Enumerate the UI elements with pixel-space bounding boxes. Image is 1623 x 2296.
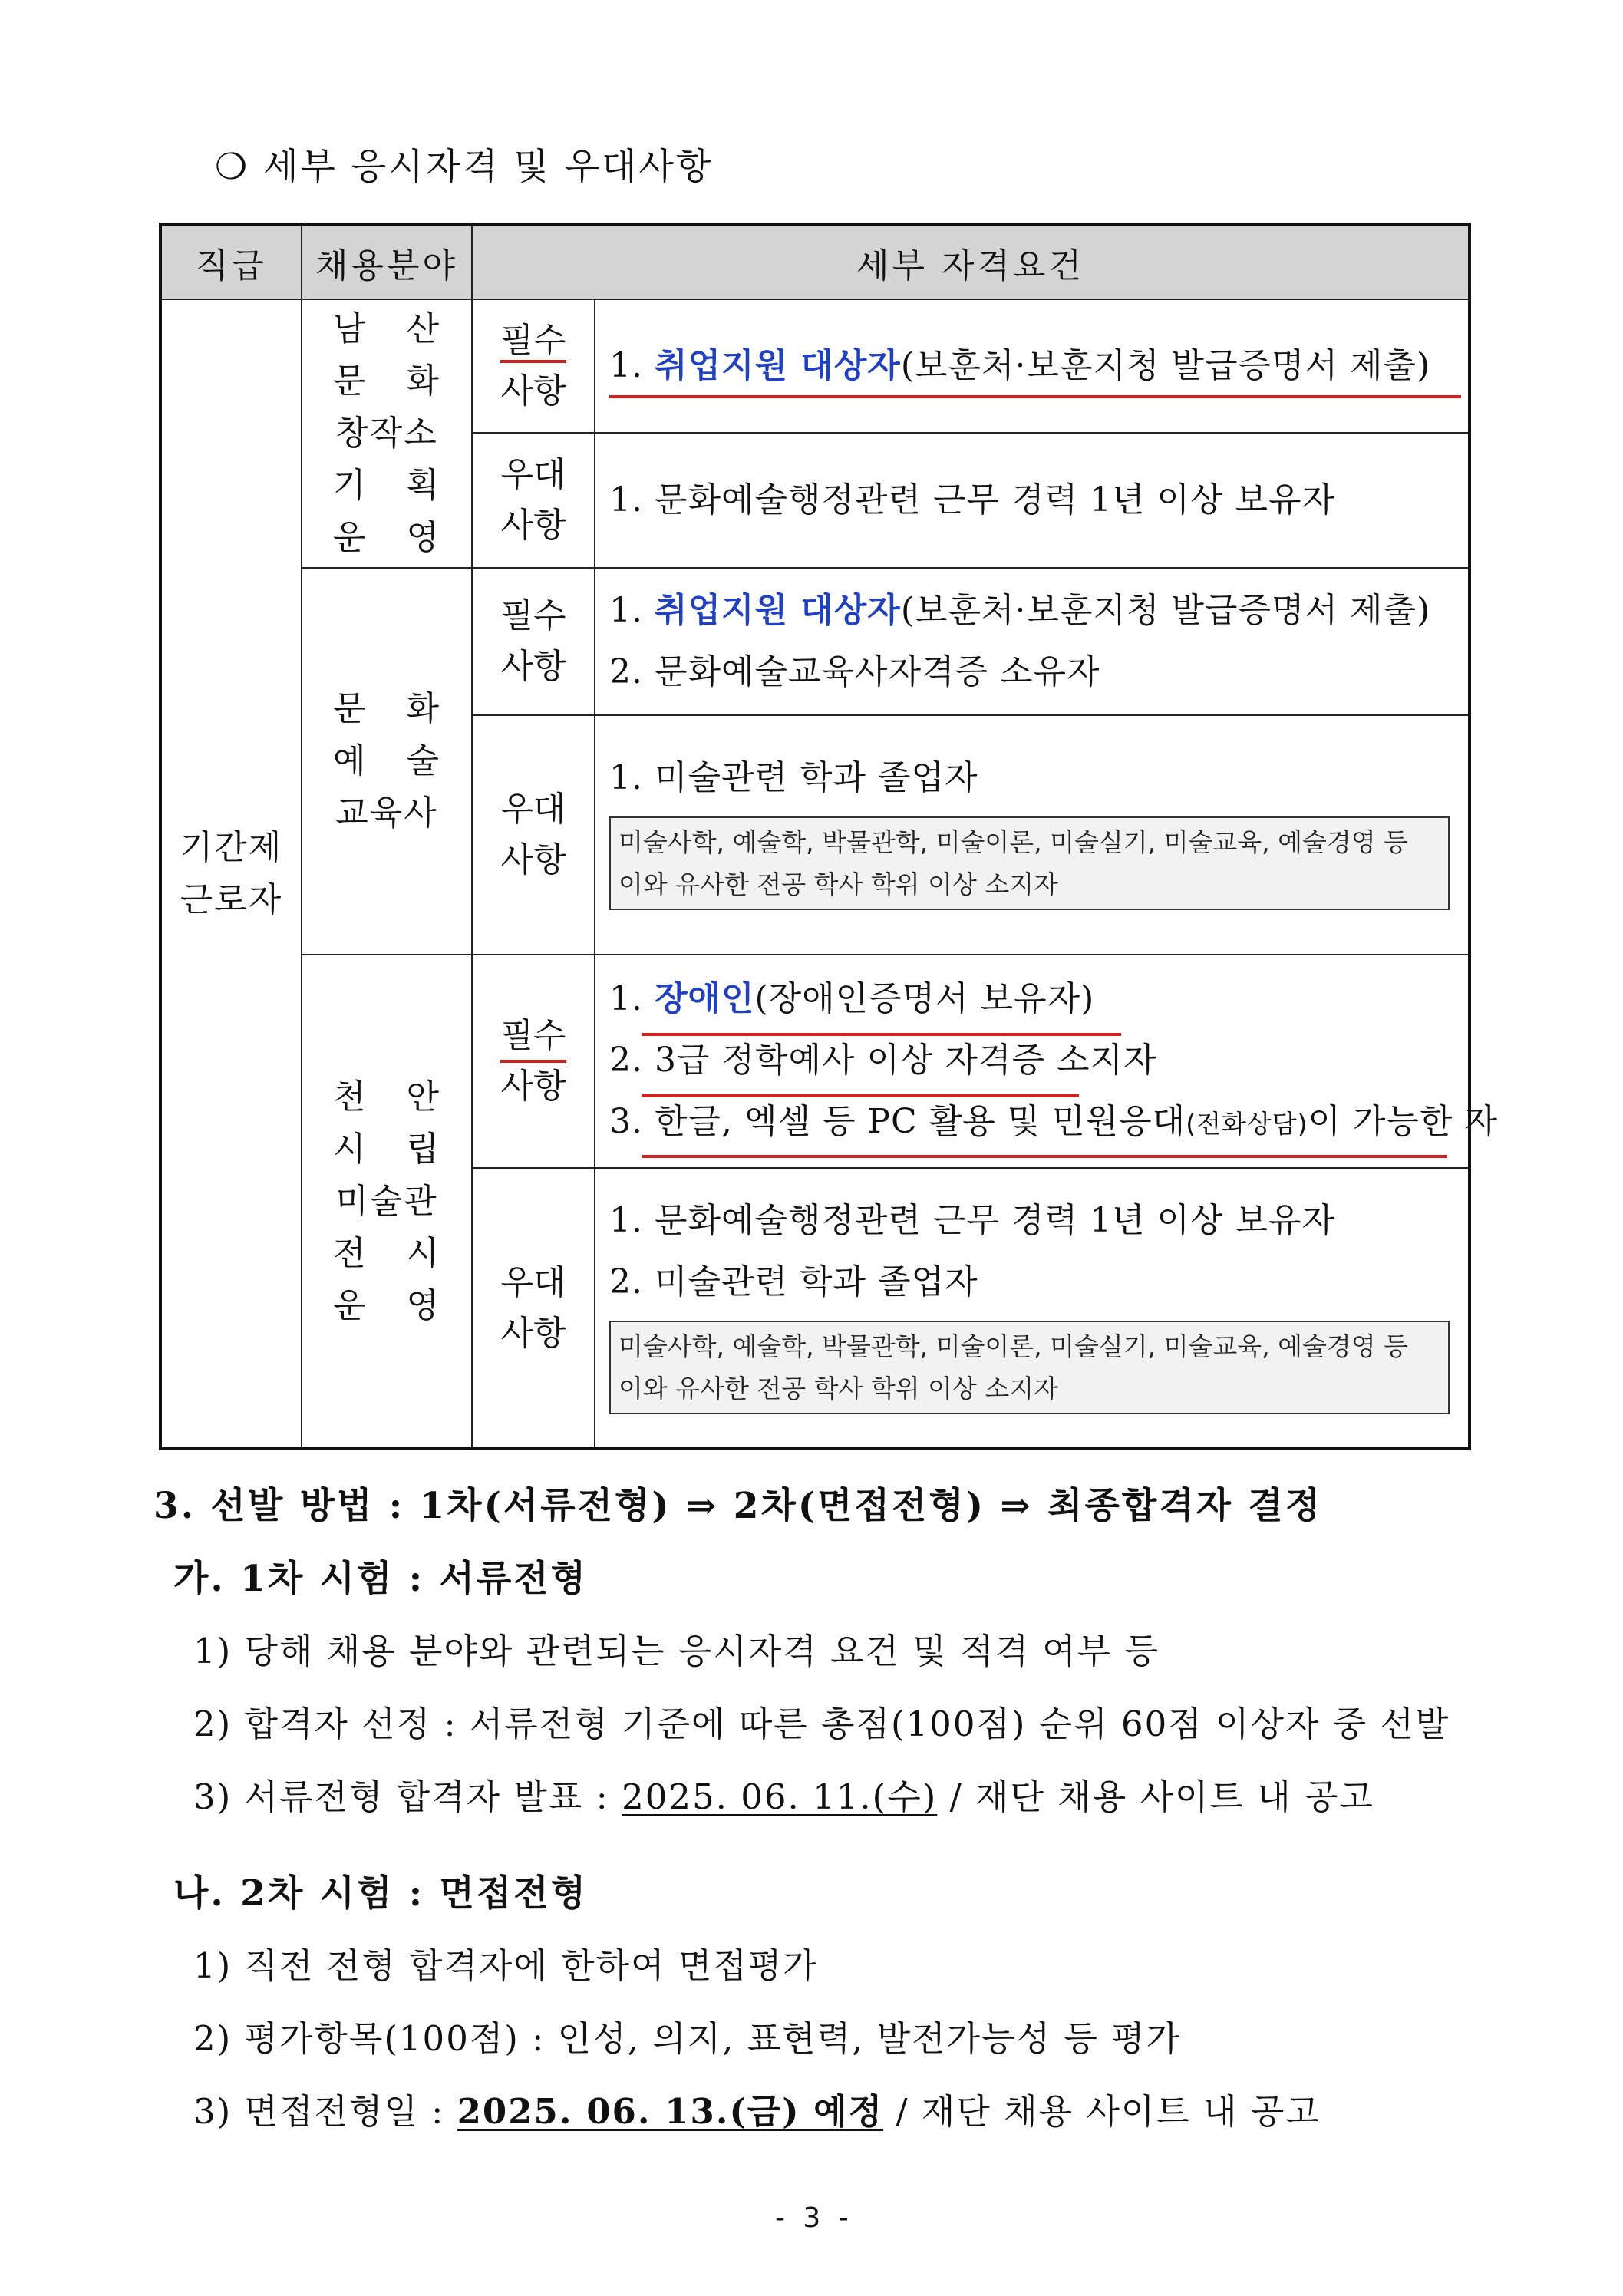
emphasis-text: 취업지원 대상자 [654,346,901,385]
field1-preferred-label [472,433,595,568]
field2-name [302,568,472,955]
field2-required-label [472,568,595,715]
field-char: 안 [406,1077,440,1117]
field-char: 시 [333,1129,368,1169]
major-note-box [609,816,1450,910]
rank-line: 근로자 [180,879,283,919]
field1-required-details [595,299,1470,433]
small-text: (전화상담) [1186,1108,1308,1139]
red-underline-mark [609,395,1461,398]
first-exam-item [193,1769,1374,1819]
field-char: 운 [333,1285,368,1325]
field-word: 미술관 [335,1181,438,1221]
field-word: 창작소 [335,414,438,453]
header-field: 채용분야 [302,224,472,299]
field2-required-row [160,568,1470,715]
second-exam-item: 1) 직전 전형 합격자에 한하여 면접평가 [193,1945,818,1986]
second-exam-title: 나. 2차 시험 : 면접전형 [173,1872,589,1915]
field-char: 화 [406,689,440,728]
first-exam-item: 2) 합격자 선정 : 서류전형 기준에 따른 총점(100점) 순위 60점 이상자 중 선발 [193,1704,1450,1744]
preference-line: 1. 미술관련 학과 졸업자 [609,758,978,797]
label-line: 사항 [500,647,566,686]
field-char: 운 [333,518,368,557]
header-details: 세부 자격요건 [472,224,1470,299]
item-text: 3) 면접전형일 : [193,2091,457,2132]
header-rank: 직급 [160,224,302,299]
preference-line: 1. 문화예술행정관련 근무 경력 1년 이상 보유자 [609,1200,1335,1240]
rank-cell [160,299,302,1449]
red-underline-mark [642,1155,1447,1158]
field1-required-label [472,299,595,433]
item-number: 2. [609,652,655,691]
emphasis-text: 장애인 [654,978,755,1018]
field-char: 술 [406,741,440,780]
table-header-row [160,224,1470,299]
item-text: (보훈처·보훈지청 발급증명서 제출) [900,591,1431,630]
item-text: 3. 한글, 엑셀 등 PC 활용 및 민원응대 [609,1101,1186,1141]
label-line: 사항 [500,1313,566,1353]
field3-required-row [160,955,1470,1168]
item-text: / 재단 채용 사이트 내 공고 [937,1776,1374,1817]
label-line: 필수 [500,596,566,635]
field-char: 영 [406,518,440,557]
field1-required-row [160,299,1470,433]
field-char: 화 [406,361,440,401]
interview-date: 2025. 06. 13.(금) 예정 [457,2091,884,2132]
label-line: 우대 [500,1262,566,1302]
field-word: 교육사 [335,793,438,833]
requirement-line: 2. 3급 정학예사 이상 자격증 소지자 [609,1040,1157,1080]
item-number: 1. [609,591,655,630]
field-char: 기 [333,466,368,505]
field3-preferred-details [595,1168,1470,1449]
red-underline-mark [500,1060,566,1063]
requirement-line [609,968,1457,1030]
first-exam-title: 가. 1차 시험 : 서류전형 [173,1558,589,1600]
label-line: 사항 [500,840,566,879]
field3-preferred-label [472,1168,595,1449]
item-text: 이 가능한 자 [1308,1101,1498,1141]
item-text: 3) 서류전형 합격자 발표 : [193,1776,622,1817]
field3-required-details [595,955,1498,1168]
red-underline-mark [642,1094,1079,1097]
field-char: 문 [333,689,368,728]
field-char: 전 [333,1233,368,1273]
field-char: 영 [406,1285,440,1325]
field2-required-details [595,568,1470,715]
field-char: 천 [333,1077,368,1117]
note-line: 미술사학, 예술학, 박물관학, 미술이론, 미술실기, 미술교육, 예술경영 등 [619,1331,1408,1361]
requirement-line [609,1091,1498,1155]
label-line: 사항 [500,1067,566,1106]
note-line: 미술사학, 예술학, 박물관학, 미술이론, 미술실기, 미술교육, 예술경영 등 [619,827,1408,857]
item-number: 1. [609,978,655,1018]
item-text: / 재단 채용 사이트 내 공고 [883,2091,1321,2132]
label-line: 사항 [500,371,566,411]
field-char: 예 [333,741,368,780]
second-exam-item [193,2083,1321,2133]
field2-preferred-label [472,715,595,955]
field-char: 문 [333,361,368,401]
note-line: 이와 유사한 전공 학사 학위 이상 소지자 [619,869,1058,899]
item-text: (보훈처·보훈지청 발급증명서 제출) [900,346,1431,385]
second-exam-item: 2) 평가항목(100점) : 인성, 의지, 표현력, 발전가능성 등 평가 [193,2018,1182,2059]
rank-line: 기간제 [180,827,283,867]
label-line: 사항 [500,506,566,545]
announcement-date: 2025. 06. 11.(수) [622,1776,938,1817]
field3-required-label [472,955,595,1168]
field1-preferred-details [595,433,1470,568]
requirement-line [609,335,1457,397]
preference-line: 1. 문화예술행정관련 근무 경력 1년 이상 보유자 [609,480,1335,520]
note-line: 이와 유사한 전공 학사 학위 이상 소지자 [619,1373,1058,1404]
label-line: 필수 [500,321,566,360]
item-number: 1. [609,346,655,385]
first-exam-item: 1) 당해 채용 분야와 관련되는 응시자격 요건 및 적격 여부 등 [193,1631,1160,1671]
page-number: - 3 - [775,2202,853,2234]
section-title: ❍ 세부 응시자격 및 우대사항 [215,146,714,188]
field3-name [302,955,472,1449]
emphasis-text: 취업지원 대상자 [654,591,901,630]
field2-preferred-details [595,715,1470,955]
field-char: 획 [406,466,440,505]
major-note-box [609,1321,1450,1414]
preference-line: 2. 미술관련 학과 졸업자 [609,1262,978,1301]
label-line: 우대 [500,455,566,494]
red-underline-mark [500,360,566,363]
item-text: 문화예술교육사자격증 소유자 [654,652,1100,691]
requirement-line [609,580,1457,642]
label-line: 필수 [500,1016,566,1055]
field-char: 남 [333,309,368,348]
field-char: 산 [406,309,440,348]
requirements-table [159,223,1498,1450]
label-line: 우대 [500,790,566,829]
field1-name [302,299,472,568]
red-underline-mark [642,1033,1121,1036]
field-char: 립 [406,1129,440,1169]
field-char: 시 [406,1233,440,1273]
item-text: (장애인증명서 보유자) [754,978,1095,1018]
selection-title: 3. 선발 방법 : 1차(서류전형) ⇒ 2차(면접전형) ⇒ 최종합격자 결정 [153,1485,1323,1527]
requirement-line [609,642,1457,703]
